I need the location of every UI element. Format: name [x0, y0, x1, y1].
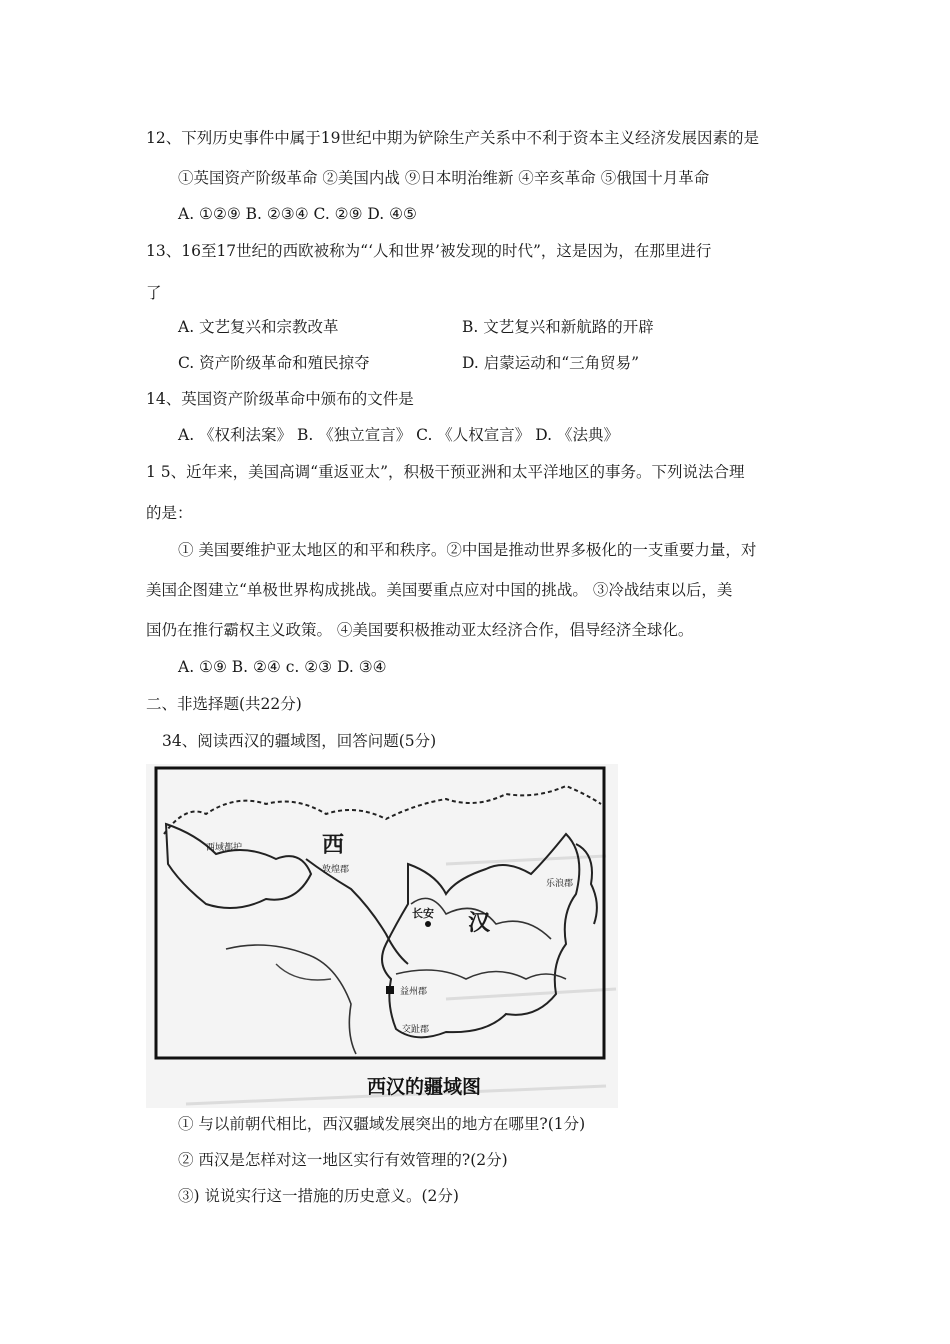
section-2-heading: 二、非选择题(共22分) — [146, 695, 302, 713]
map-label-lelang: 乐浪郡 — [546, 879, 574, 889]
q14-stem: 14、英国资产阶级革命中颁布的文件是 — [146, 390, 414, 408]
q34-sub-question-2: ② 西汉是怎样对这一地区实行有效管理的?(2分) — [178, 1151, 508, 1169]
q13-stem-line2: 了 — [146, 284, 162, 302]
q13-option-d: D. 启蒙运动和“三角贸易” — [462, 354, 640, 372]
q15-paragraph-line1: ① 美国要维护亚太地区的和平和秩序。②中国是推动世界多极化的一支重要力量，对 — [178, 541, 757, 559]
map-drawing — [146, 764, 618, 1108]
q12-items: ①英国资产阶级革命 ②美国内战 ⑨日本明治维新 ④辛亥革命 ⑤俄国十月革命 — [178, 169, 710, 187]
q15-stem-line2: 的是： — [146, 504, 193, 522]
q15-options: A. ①⑨ B. ②④ c. ②③ D. ③④ — [178, 658, 387, 676]
q12-options: A. ①②⑨ B. ②③④ C. ②⑨ D. ④⑤ — [178, 205, 417, 223]
map-caption: 西汉的疆域图 — [366, 1076, 481, 1098]
q15-paragraph-line2: 美国企图建立“单极世界构成挑战。美国要重点应对中国的挑战。 ③冷战结束以后，美 — [146, 581, 733, 599]
q13-stem-line1: 13、16至17世纪的西欧被称为“‘人和世界’被发现的时代”，这是因为，在那里进行 — [146, 242, 712, 260]
map-label-xiyu: 西域都护 — [206, 843, 243, 853]
q34-sub-question-3: ③) 说说实行这一措施的历史意义。(2分) — [178, 1187, 459, 1205]
q34-stem: 34、阅读西汉的疆域图，回答问题(5分) — [162, 732, 437, 750]
q13-option-b: B. 文艺复兴和新航路的开辟 — [462, 318, 654, 336]
q14-options: A. 《权利法案》 B. 《独立宣言》 C. 《人权宣言》 D. 《法典》 — [178, 426, 619, 444]
map-label-han: 汉 — [468, 911, 491, 936]
map-label-changan: 长安 — [412, 907, 434, 920]
q13-option-c: C. 资产阶级革命和殖民掠夺 — [178, 354, 370, 372]
western-han-territory-map — [146, 764, 618, 1108]
q13-option-a: A. 文艺复兴和宗教改革 — [178, 318, 339, 336]
map-label-xi: 西 — [322, 833, 345, 858]
q15-stem-line1: 1 5、近年来，美国高调“重返亚太”，积极干预亚洲和太平洋地区的事务。下列说法合理 — [146, 463, 745, 481]
q12-stem: 12、下列历史事件中属于19世纪中期为铲除生产关系中不利于资本主义经济发展因素的是 — [146, 129, 759, 147]
map-label-dunhuang: 敦煌郡 — [322, 865, 350, 875]
map-label-jiaozhi: 交趾郡 — [402, 1025, 430, 1035]
q15-paragraph-line3: 国仍在推行霸权主义政策。 ④美国要积极推动亚太经济合作，倡导经济全球化。 — [146, 621, 694, 639]
map-label-yizhou: 益州郡 — [400, 987, 428, 997]
q34-sub-question-1: ① 与以前朝代相比，西汉疆域发展突出的地方在哪里?(1分) — [178, 1115, 586, 1133]
